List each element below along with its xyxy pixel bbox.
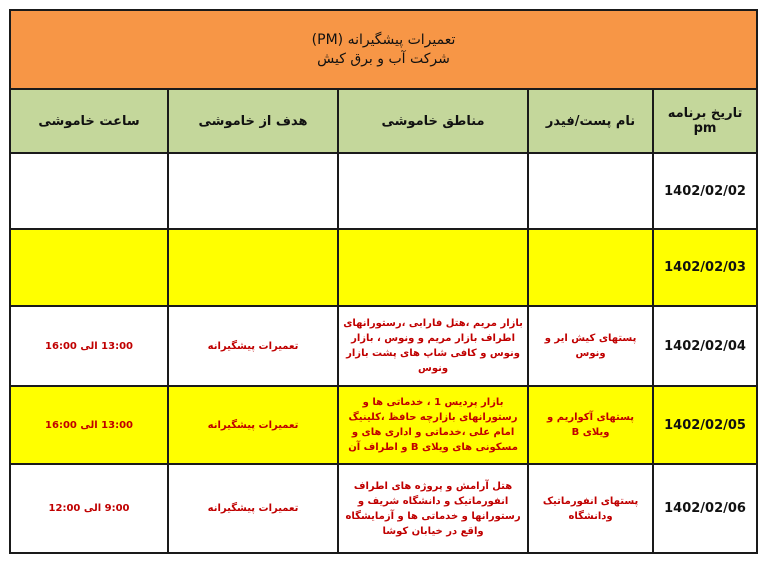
row-purpose: تعمیرات پیشگیرانه bbox=[168, 464, 338, 553]
row-substation: پستهای آکواریم و ویلای B bbox=[528, 386, 653, 464]
row-date: 1402/02/03 bbox=[653, 229, 757, 306]
page-title: تعمیرات پیشگیرانه (PM) bbox=[311, 31, 456, 48]
row-purpose bbox=[168, 153, 338, 229]
header-time: ساعت خاموشی bbox=[10, 89, 168, 153]
header-substation: نام پست/فیدر bbox=[528, 89, 653, 153]
row-areas: هتل آرامش و پروژه های اطراف انفورماتیک و دانشگاه شریف و رستورانها و خدماتی ها و آزمایشگاه واقع در خیابان کوشا bbox=[338, 464, 528, 553]
row-substation: پستهای کیش ایر و ونوس bbox=[528, 306, 653, 386]
row-substation bbox=[528, 229, 653, 306]
row-substation bbox=[528, 153, 653, 229]
row-time: 13:00 الی 16:00 bbox=[10, 306, 168, 386]
title-cell bbox=[10, 10, 757, 89]
row-time: 13:00 الی 16:00 bbox=[10, 386, 168, 464]
row-purpose bbox=[168, 229, 338, 306]
row-purpose: تعمیرات پیشگیرانه bbox=[168, 386, 338, 464]
table-row bbox=[10, 306, 757, 386]
row-date: 1402/02/06 bbox=[653, 464, 757, 553]
table-row bbox=[10, 229, 757, 306]
table-row bbox=[10, 153, 757, 229]
row-time: 9:00 الی 12:00 bbox=[10, 464, 168, 553]
company-name: شرکت آب و برق کیش bbox=[317, 50, 450, 67]
row-areas: بازار مریم ،هتل فارابی ،رستورانهای اطراف بازار مریم و ونوس ، بازار ونوس و کافی شاپ های پشت بازار ونوس bbox=[338, 306, 528, 386]
row-date: 1402/02/04 bbox=[653, 306, 757, 386]
row-areas: بازار پردیس 1 ، خدماتی ها و رستورانهای بازارچه حافظ ،کلینیگ امام علی ،خدماتی و اداری های و مسکونی های ویلای B و اطراف آن bbox=[338, 386, 528, 464]
header-purpose: هدف از خاموشی bbox=[168, 89, 338, 153]
row-areas bbox=[338, 153, 528, 229]
column-header-row bbox=[10, 89, 757, 153]
row-date: 1402/02/02 bbox=[653, 153, 757, 229]
table-row bbox=[10, 386, 757, 464]
table-row bbox=[10, 464, 757, 553]
row-date: 1402/02/05 bbox=[653, 386, 757, 464]
header-date: تاریخ برنامه pm bbox=[653, 89, 757, 153]
title-row bbox=[10, 10, 757, 89]
maintenance-schedule-table bbox=[9, 9, 758, 554]
header-areas: مناطق خاموشی bbox=[338, 89, 528, 153]
row-time bbox=[10, 229, 168, 306]
row-areas bbox=[338, 229, 528, 306]
row-substation: پستهای انفورماتیک ودانشگاه bbox=[528, 464, 653, 553]
row-purpose: تعمیرات پیشگیرانه bbox=[168, 306, 338, 386]
row-time bbox=[10, 153, 168, 229]
